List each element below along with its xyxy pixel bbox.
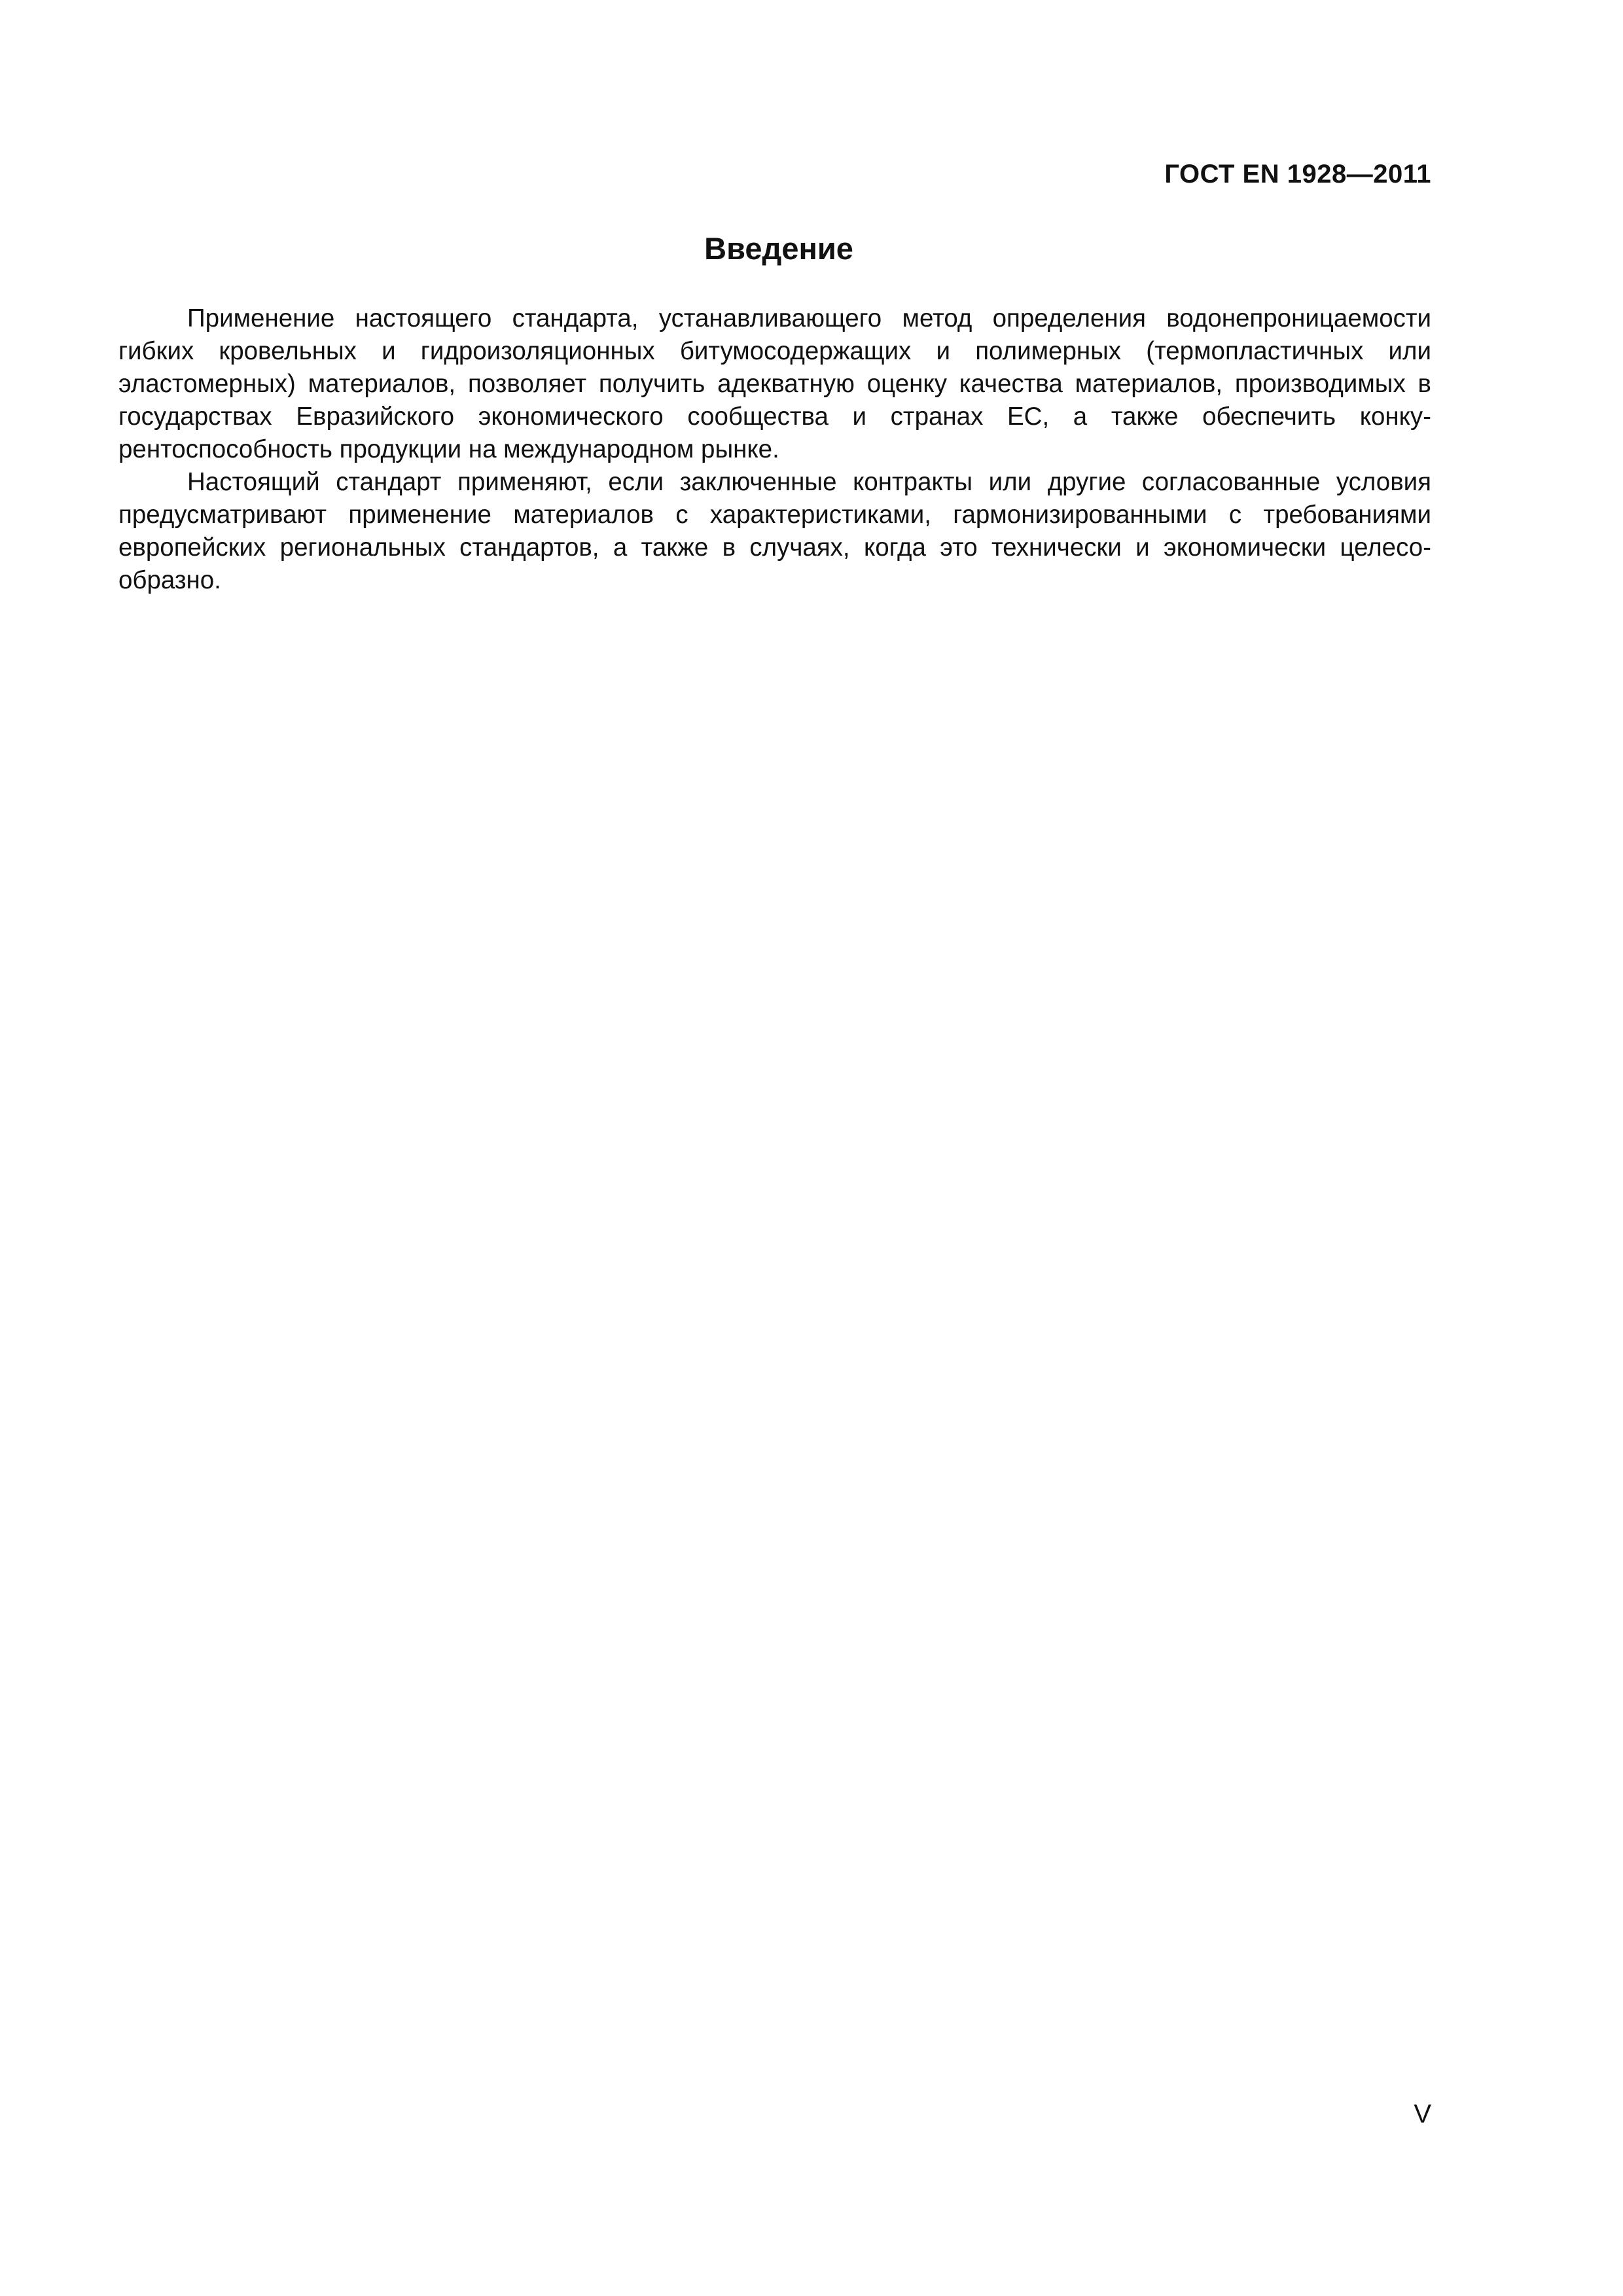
section-title: Введение [704,231,853,266]
paragraph: Применение настоящего стандарта, устанавливающего метод определения водонепроницаемости гибких кровельных и гидроизоляционных битумосодержащих и полимерных (термопластичных или эластомерных) материалов, позволяет получить адекватную оценку качества материалов, производимых в государствах Евразийского экономического сообщества и странах ЕС, а также обеспечить конкурентоспособность продукции на международном рынке. [118,304,1431,463]
page-number: V [1414,2100,1431,2128]
introduction-body [118,302,1431,597]
document-designation: ГОСТ EN 1928—2011 [1164,160,1431,188]
paragraph: Настоящий стандарт применяют, если заключенные контракты или другие согласованные условия предусматривают применение материалов с характеристиками, гармонизированными с требованиями европейских региональных стандартов, а также в случаях, когда это технически и экономически целесообразно. [118,468,1431,594]
